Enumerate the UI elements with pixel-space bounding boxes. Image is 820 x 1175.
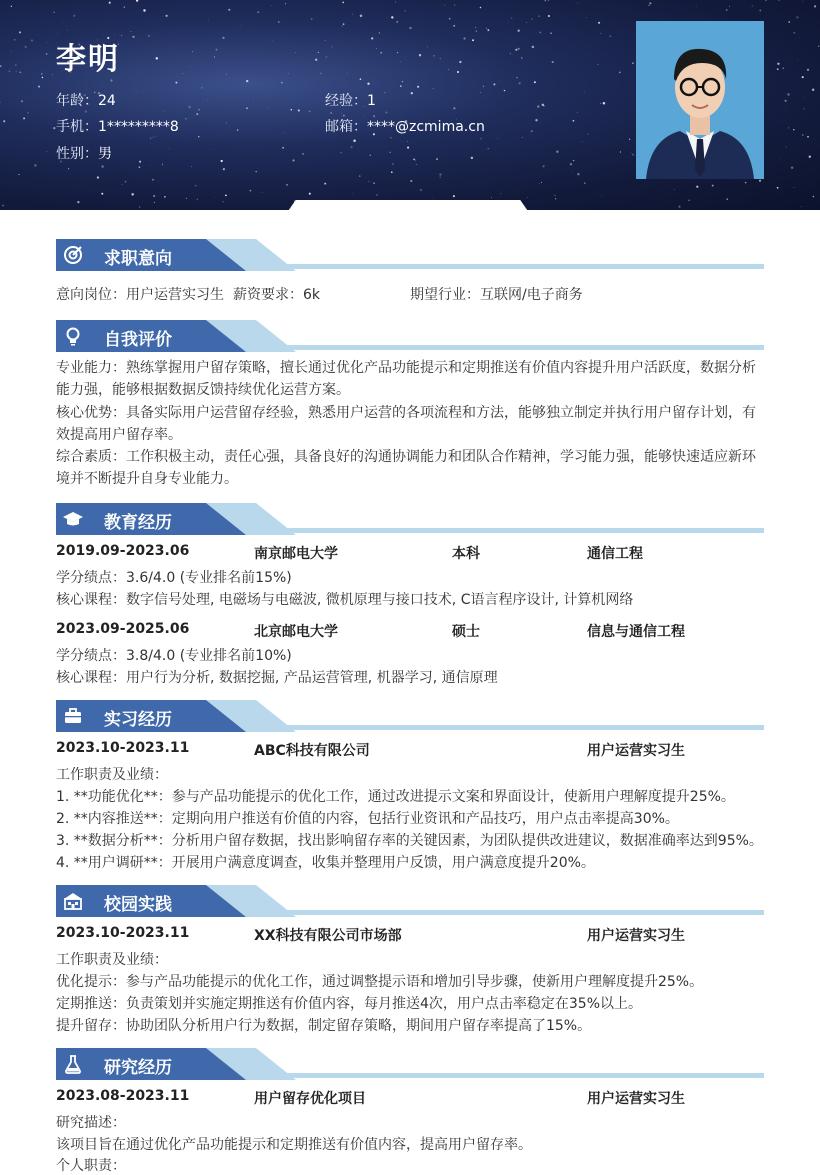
edu-1-degree: 本科 xyxy=(452,543,480,563)
intent-salary: 薪资要求：6k xyxy=(233,284,320,304)
edu-1-gpa: 学分绩点：3.6/4.0 (专业排名前15%) xyxy=(56,567,292,587)
section-header-education xyxy=(56,503,764,535)
edu-1-school: 南京邮电大学 xyxy=(254,543,338,563)
edu-2-school: 北京邮电大学 xyxy=(254,621,338,641)
intern-date: 2023.10-2023.11 xyxy=(56,740,189,756)
campus-line-3: 提升留存：协助团队分析用户行为数据，制定留存策略，期间用户留存率提高了15%。 xyxy=(56,1015,591,1035)
school-building-icon xyxy=(62,890,84,912)
edu-1-date: 2019.09-2023.06 xyxy=(56,543,189,559)
section-header-self xyxy=(56,320,764,352)
intern-company: ABC科技有限公司 xyxy=(254,740,370,760)
edu-2-major: 信息与通信工程 xyxy=(587,621,685,641)
self-eval-quality: 综合素质：工作积极主动，责任心强，具备良好的沟通协调能力和团队合作精神，学习能力强，能够快速适应新环境并不断提升自身专业能力。 xyxy=(56,446,764,490)
campus-line-1: 优化提示：参与产品功能提示的优化工作，通过调整提示语和增加引导步骤，使新用户理解度提升25%。 xyxy=(56,971,703,991)
section-header-research xyxy=(56,1048,764,1080)
section-header-intent xyxy=(56,239,764,271)
gender-value: 男 xyxy=(98,146,112,162)
briefcase-icon xyxy=(62,705,84,727)
age-row xyxy=(56,90,116,110)
section-title-internship: 实习经历 xyxy=(104,705,172,730)
email-row xyxy=(325,116,485,136)
intern-line-0: 工作职责及业绩： xyxy=(56,764,168,784)
experience-row xyxy=(325,90,376,110)
edu-2-date: 2023.09-2025.06 xyxy=(56,621,189,637)
experience-label: 经验： xyxy=(325,93,367,109)
campus-line-0: 工作职责及业绩： xyxy=(56,949,168,969)
edu-1-major: 通信工程 xyxy=(587,543,643,563)
experience-value: 1 xyxy=(367,93,376,109)
campus-date: 2023.10-2023.11 xyxy=(56,925,189,941)
section-title-intent: 求职意向 xyxy=(104,244,172,269)
research-date: 2023.08-2023.11 xyxy=(56,1088,189,1104)
intern-line-4: 4. **用户调研**：开展用户满意度调查，收集并整理用户反馈，用户满意度提升20%。 xyxy=(56,852,595,872)
self-eval-professional: 专业能力：熟练掌握用户留存策略，擅长通过优化产品功能提示和定期推送有价值内容提升用户活跃度，数据分析能力强，能够根据数据反馈持续优化运营方案。 xyxy=(56,357,764,401)
gender-row xyxy=(56,143,112,163)
graduation-cap-icon xyxy=(62,508,84,530)
section-title-self: 自我评价 xyxy=(104,325,172,350)
intern-line-3: 3. **数据分析**：分析用户留存数据，找出影响留存率的关键因素，为团队提供改进建议，数据准确率达到95%。 xyxy=(56,830,763,850)
self-eval-advantage: 核心优势：具备实际用户运营留存经验，熟悉用户运营的各项流程和方法，能够独立制定并执行用户留存计划，有效提高用户留存率。 xyxy=(56,402,764,446)
candidate-name: 李明 xyxy=(56,34,120,78)
target-icon xyxy=(62,244,84,266)
research-project: 用户留存优化项目 xyxy=(254,1088,366,1108)
edu-1-courses: 核心课程：数字信号处理, 电磁场与电磁波, 微机原理与接口技术, C语言程序设计, 计算机网络 xyxy=(56,589,633,609)
campus-role: 用户运营实习生 xyxy=(587,925,685,945)
intern-line-2: 2. **内容推送**：定期向用户推送有价值的内容，包括行业资讯和产品技巧，用户点击率提高30%。 xyxy=(56,808,679,828)
gender-label: 性别： xyxy=(56,146,98,162)
phone-label: 手机： xyxy=(56,119,98,135)
campus-line-2: 定期推送：负责策划并实施定期推送有价值内容，每月推送4次，用户点击率稳定在35%以上。 xyxy=(56,993,642,1013)
profile-photo xyxy=(636,21,764,179)
age-value: 24 xyxy=(98,93,116,109)
email-label: 邮箱： xyxy=(325,119,367,135)
research-line-2: 个人职责： xyxy=(56,1155,126,1175)
header-banner xyxy=(0,0,820,210)
email-value: ****@zcmima.cn xyxy=(367,119,485,135)
header-notch xyxy=(286,200,530,210)
campus-company: XX科技有限公司市场部 xyxy=(254,925,402,945)
research-line-0: 研究描述： xyxy=(56,1112,126,1132)
research-role: 用户运营实习生 xyxy=(587,1088,685,1108)
section-header-campus xyxy=(56,885,764,917)
intent-industry: 期望行业：互联网/电子商务 xyxy=(410,284,583,304)
phone-row xyxy=(56,116,179,136)
research-line-1: 该项目旨在通过优化产品功能提示和定期推送有价值内容，提高用户留存率。 xyxy=(56,1134,532,1154)
edu-2-gpa: 学分绩点：3.8/4.0 (专业排名前10%) xyxy=(56,645,292,665)
phone-value: 1*********8 xyxy=(98,119,179,135)
age-label: 年龄： xyxy=(56,93,98,109)
edu-2-degree: 硕士 xyxy=(452,621,480,641)
intent-position: 意向岗位：用户运营实习生 xyxy=(56,284,224,304)
section-title-education: 教育经历 xyxy=(104,508,172,533)
edu-2-courses: 核心课程：用户行为分析, 数据挖掘, 产品运营管理, 机器学习, 通信原理 xyxy=(56,667,498,687)
flask-icon xyxy=(62,1053,84,1075)
section-header-internship xyxy=(56,700,764,732)
section-title-campus: 校园实践 xyxy=(104,890,172,915)
section-title-research: 研究经历 xyxy=(104,1053,172,1078)
lightbulb-icon xyxy=(62,325,84,347)
intern-role: 用户运营实习生 xyxy=(587,740,685,760)
intern-line-1: 1. **功能优化**：参与产品功能提示的优化工作，通过改进提示文案和界面设计，使新用户理解度提升25%。 xyxy=(56,786,735,806)
